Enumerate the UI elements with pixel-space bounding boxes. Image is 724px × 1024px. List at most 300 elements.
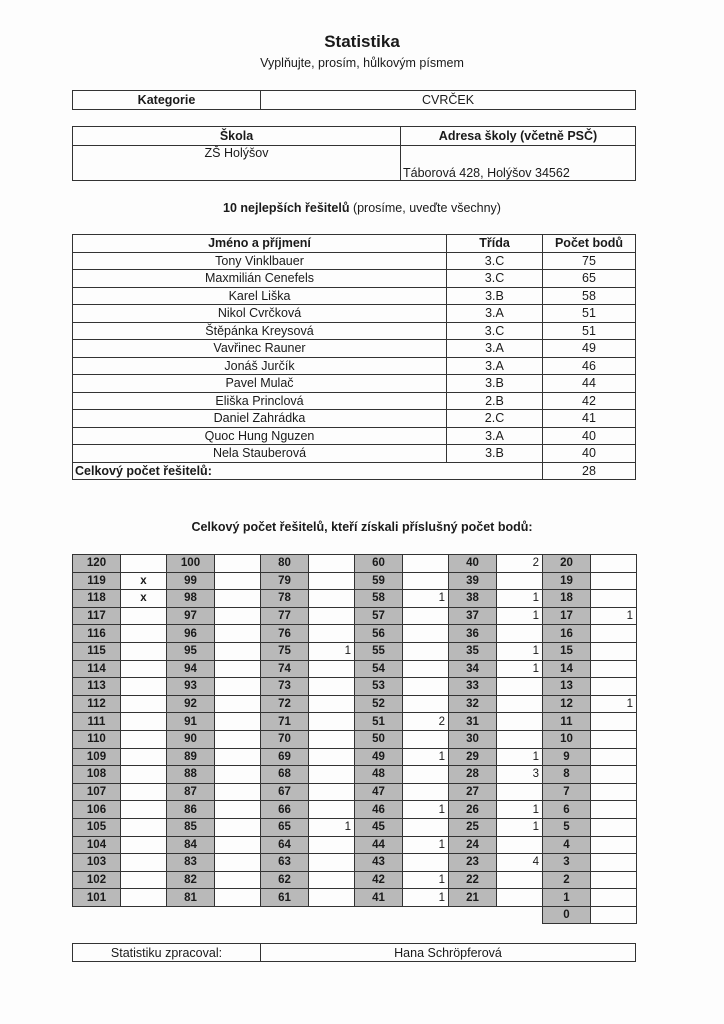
points-cell: 112 bbox=[73, 695, 121, 713]
points-cell: 44 bbox=[355, 836, 403, 854]
count-cell bbox=[497, 572, 543, 590]
points-cell: 48 bbox=[355, 766, 403, 784]
count-cell: 1 bbox=[497, 801, 543, 819]
count-cell bbox=[121, 766, 167, 784]
count-cell: 1 bbox=[497, 607, 543, 625]
solver-class: 3.C bbox=[447, 270, 543, 288]
empty-cell bbox=[261, 906, 309, 924]
points-cell: 70 bbox=[261, 730, 309, 748]
distribution-heading: Celkový počet řešitelů, kteří získali příslušný počet bodů: bbox=[191, 520, 533, 534]
school-address: Táborová 428, Holýšov 34562 bbox=[401, 146, 636, 181]
count-cell bbox=[309, 572, 355, 590]
distribution-row bbox=[73, 642, 637, 660]
count-cell bbox=[403, 695, 449, 713]
count-cell bbox=[215, 590, 261, 608]
count-cell bbox=[215, 766, 261, 784]
count-cell: x bbox=[121, 590, 167, 608]
points-cell: 24 bbox=[449, 836, 497, 854]
points-cell: 68 bbox=[261, 766, 309, 784]
count-cell bbox=[591, 783, 637, 801]
empty-cell bbox=[215, 906, 261, 924]
count-cell bbox=[591, 590, 637, 608]
count-cell bbox=[591, 660, 637, 678]
points-cell: 79 bbox=[261, 572, 309, 590]
count-cell bbox=[309, 730, 355, 748]
distribution-row bbox=[73, 871, 637, 889]
distribution-row-zero bbox=[73, 906, 637, 924]
points-cell: 45 bbox=[355, 818, 403, 836]
points-cell: 34 bbox=[449, 660, 497, 678]
points-cell: 19 bbox=[543, 572, 591, 590]
points-cell: 94 bbox=[167, 660, 215, 678]
points-cell: 38 bbox=[449, 590, 497, 608]
points-cell: 31 bbox=[449, 713, 497, 731]
count-cell bbox=[591, 678, 637, 696]
count-cell bbox=[591, 730, 637, 748]
points-cell: 9 bbox=[543, 748, 591, 766]
count-cell: 1 bbox=[497, 818, 543, 836]
distribution-row bbox=[73, 660, 637, 678]
count-cell: 3 bbox=[497, 766, 543, 784]
count-cell: 1 bbox=[403, 871, 449, 889]
count-cell bbox=[309, 783, 355, 801]
count-cell: 1 bbox=[403, 748, 449, 766]
processed-by-label: Statistiku zpracoval: bbox=[73, 944, 261, 962]
distribution-row bbox=[73, 818, 637, 836]
count-cell bbox=[403, 555, 449, 573]
distribution-row bbox=[73, 590, 637, 608]
count-cell bbox=[121, 660, 167, 678]
count-cell bbox=[309, 713, 355, 731]
points-cell: 120 bbox=[73, 555, 121, 573]
school-label: Škola bbox=[73, 127, 401, 146]
count-cell bbox=[403, 642, 449, 660]
count-cell: 2 bbox=[497, 555, 543, 573]
points-cell: 102 bbox=[73, 871, 121, 889]
points-cell: 71 bbox=[261, 713, 309, 731]
count-cell bbox=[591, 748, 637, 766]
solver-points: 58 bbox=[543, 287, 636, 305]
total-solvers-value: 28 bbox=[543, 462, 636, 480]
count-cell bbox=[403, 730, 449, 748]
count-cell bbox=[497, 836, 543, 854]
empty-cell bbox=[73, 906, 121, 924]
points-cell: 22 bbox=[449, 871, 497, 889]
solver-row bbox=[73, 445, 636, 463]
points-cell: 115 bbox=[73, 642, 121, 660]
distribution-row bbox=[73, 555, 637, 573]
count-cell bbox=[121, 730, 167, 748]
points-cell: 96 bbox=[167, 625, 215, 643]
points-cell: 13 bbox=[543, 678, 591, 696]
count-cell bbox=[403, 678, 449, 696]
count-cell bbox=[497, 625, 543, 643]
count-cell bbox=[215, 889, 261, 907]
solver-row bbox=[73, 287, 636, 305]
count-cell bbox=[497, 730, 543, 748]
points-cell: 80 bbox=[261, 555, 309, 573]
count-cell: 1 bbox=[403, 801, 449, 819]
points-cell: 116 bbox=[73, 625, 121, 643]
points-cell: 35 bbox=[449, 642, 497, 660]
count-cell bbox=[497, 783, 543, 801]
distribution-row bbox=[73, 625, 637, 643]
solver-points: 44 bbox=[543, 375, 636, 393]
count-cell bbox=[215, 801, 261, 819]
points-cell: 43 bbox=[355, 854, 403, 872]
count-cell bbox=[403, 660, 449, 678]
count-cell bbox=[591, 555, 637, 573]
page-subtitle: Vyplňujte, prosím, hůlkovým písmem bbox=[260, 56, 464, 70]
solver-name: Quoc Hung Nguzen bbox=[73, 427, 447, 445]
count-cell bbox=[591, 572, 637, 590]
solver-class: 2.B bbox=[447, 392, 543, 410]
count-cell: 1 bbox=[497, 748, 543, 766]
solver-class: 3.A bbox=[447, 427, 543, 445]
points-cell: 37 bbox=[449, 607, 497, 625]
solver-points: 46 bbox=[543, 357, 636, 375]
points-cell: 98 bbox=[167, 590, 215, 608]
empty-cell bbox=[121, 906, 167, 924]
points-cell: 2 bbox=[543, 871, 591, 889]
points-cell: 84 bbox=[167, 836, 215, 854]
points-cell: 28 bbox=[449, 766, 497, 784]
points-cell: 114 bbox=[73, 660, 121, 678]
col-points-header: Počet bodů bbox=[543, 235, 636, 253]
count-cell: 1 bbox=[591, 607, 637, 625]
count-cell bbox=[121, 713, 167, 731]
category-table bbox=[72, 90, 636, 110]
points-cell: 59 bbox=[355, 572, 403, 590]
count-cell: 1 bbox=[497, 660, 543, 678]
solver-name: Tony Vinklbauer bbox=[73, 252, 447, 270]
count-cell bbox=[215, 854, 261, 872]
page-title: Statistika bbox=[324, 32, 400, 51]
count-cell bbox=[591, 871, 637, 889]
solver-name: Eliška Princlová bbox=[73, 392, 447, 410]
distribution-row bbox=[73, 783, 637, 801]
count-cell bbox=[121, 818, 167, 836]
best-solvers-table bbox=[72, 234, 636, 480]
points-cell: 105 bbox=[73, 818, 121, 836]
solver-points: 41 bbox=[543, 410, 636, 428]
school-table bbox=[72, 126, 636, 181]
solver-row bbox=[73, 252, 636, 270]
count-cell bbox=[309, 607, 355, 625]
points-cell: 73 bbox=[261, 678, 309, 696]
points-cell: 54 bbox=[355, 660, 403, 678]
points-cell: 69 bbox=[261, 748, 309, 766]
points-cell: 55 bbox=[355, 642, 403, 660]
count-cell bbox=[309, 678, 355, 696]
count-cell bbox=[309, 748, 355, 766]
points-cell: 85 bbox=[167, 818, 215, 836]
points-cell: 0 bbox=[543, 906, 591, 924]
solver-points: 51 bbox=[543, 305, 636, 323]
count-cell bbox=[309, 695, 355, 713]
points-cell: 91 bbox=[167, 713, 215, 731]
count-cell bbox=[215, 730, 261, 748]
points-cell: 97 bbox=[167, 607, 215, 625]
solver-class: 3.A bbox=[447, 305, 543, 323]
points-cell: 106 bbox=[73, 801, 121, 819]
count-cell bbox=[497, 871, 543, 889]
solver-points: 40 bbox=[543, 445, 636, 463]
count-cell bbox=[215, 695, 261, 713]
points-cell: 15 bbox=[543, 642, 591, 660]
points-cell: 61 bbox=[261, 889, 309, 907]
points-cell: 109 bbox=[73, 748, 121, 766]
count-cell bbox=[121, 748, 167, 766]
total-solvers-label: Celkový počet řešitelů: bbox=[73, 462, 543, 480]
count-cell bbox=[121, 889, 167, 907]
points-cell: 41 bbox=[355, 889, 403, 907]
points-cell: 33 bbox=[449, 678, 497, 696]
points-cell: 88 bbox=[167, 766, 215, 784]
count-cell bbox=[309, 871, 355, 889]
count-cell bbox=[403, 854, 449, 872]
points-cell: 82 bbox=[167, 871, 215, 889]
col-class-header: Třída bbox=[447, 235, 543, 253]
solver-row bbox=[73, 305, 636, 323]
count-cell bbox=[591, 625, 637, 643]
solver-points: 42 bbox=[543, 392, 636, 410]
distribution-row bbox=[73, 889, 637, 907]
school-name: ZŠ Holýšov bbox=[73, 146, 401, 181]
points-cell: 56 bbox=[355, 625, 403, 643]
points-cell: 90 bbox=[167, 730, 215, 748]
points-cell: 6 bbox=[543, 801, 591, 819]
count-cell: 1 bbox=[309, 642, 355, 660]
points-cell: 32 bbox=[449, 695, 497, 713]
count-cell: 1 bbox=[403, 590, 449, 608]
solver-name: Pavel Mulač bbox=[73, 375, 447, 393]
distribution-row bbox=[73, 766, 637, 784]
points-cell: 25 bbox=[449, 818, 497, 836]
best-solvers-heading-note: (prosíme, uveďte všechny) bbox=[349, 201, 501, 215]
points-cell: 23 bbox=[449, 854, 497, 872]
count-cell bbox=[591, 713, 637, 731]
solver-row bbox=[73, 322, 636, 340]
points-cell: 3 bbox=[543, 854, 591, 872]
solver-name: Maxmilián Cenefels bbox=[73, 270, 447, 288]
points-cell: 95 bbox=[167, 642, 215, 660]
count-cell bbox=[215, 555, 261, 573]
count-cell: 4 bbox=[497, 854, 543, 872]
count-cell bbox=[121, 642, 167, 660]
points-cell: 39 bbox=[449, 572, 497, 590]
points-cell: 50 bbox=[355, 730, 403, 748]
count-cell bbox=[121, 783, 167, 801]
count-cell bbox=[591, 801, 637, 819]
count-cell bbox=[215, 818, 261, 836]
distribution-row bbox=[73, 695, 637, 713]
solver-class: 3.A bbox=[447, 357, 543, 375]
distribution-row bbox=[73, 748, 637, 766]
points-cell: 21 bbox=[449, 889, 497, 907]
solver-name: Nikol Cvrčková bbox=[73, 305, 447, 323]
points-cell: 100 bbox=[167, 555, 215, 573]
points-cell: 119 bbox=[73, 572, 121, 590]
solver-row bbox=[73, 392, 636, 410]
distribution-row bbox=[73, 836, 637, 854]
points-cell: 72 bbox=[261, 695, 309, 713]
points-cell: 40 bbox=[449, 555, 497, 573]
count-cell bbox=[121, 625, 167, 643]
points-cell: 66 bbox=[261, 801, 309, 819]
count-cell bbox=[309, 590, 355, 608]
points-cell: 63 bbox=[261, 854, 309, 872]
count-cell bbox=[591, 906, 637, 924]
points-cell: 36 bbox=[449, 625, 497, 643]
solver-name: Jonáš Jurčík bbox=[73, 357, 447, 375]
points-cell: 5 bbox=[543, 818, 591, 836]
points-cell: 16 bbox=[543, 625, 591, 643]
points-cell: 86 bbox=[167, 801, 215, 819]
count-cell bbox=[403, 818, 449, 836]
points-cell: 12 bbox=[543, 695, 591, 713]
points-cell: 30 bbox=[449, 730, 497, 748]
count-cell bbox=[309, 889, 355, 907]
points-cell: 14 bbox=[543, 660, 591, 678]
count-cell bbox=[309, 766, 355, 784]
count-cell bbox=[121, 854, 167, 872]
points-cell: 118 bbox=[73, 590, 121, 608]
col-name-header: Jméno a příjmení bbox=[73, 235, 447, 253]
points-cell: 78 bbox=[261, 590, 309, 608]
solver-row bbox=[73, 357, 636, 375]
count-cell: 2 bbox=[403, 713, 449, 731]
count-cell bbox=[591, 854, 637, 872]
count-cell bbox=[497, 678, 543, 696]
points-cell: 26 bbox=[449, 801, 497, 819]
count-cell bbox=[215, 607, 261, 625]
points-cell: 74 bbox=[261, 660, 309, 678]
points-cell: 93 bbox=[167, 678, 215, 696]
count-cell bbox=[497, 889, 543, 907]
solver-class: 3.C bbox=[447, 252, 543, 270]
points-cell: 103 bbox=[73, 854, 121, 872]
count-cell bbox=[309, 836, 355, 854]
solver-name: Štěpánka Kreysová bbox=[73, 322, 447, 340]
count-cell bbox=[121, 695, 167, 713]
solver-points: 49 bbox=[543, 340, 636, 358]
points-cell: 58 bbox=[355, 590, 403, 608]
points-cell: 10 bbox=[543, 730, 591, 748]
count-cell: 1 bbox=[497, 642, 543, 660]
count-cell bbox=[497, 713, 543, 731]
solver-class: 3.C bbox=[447, 322, 543, 340]
count-cell bbox=[215, 642, 261, 660]
points-cell: 75 bbox=[261, 642, 309, 660]
points-cell: 107 bbox=[73, 783, 121, 801]
count-cell bbox=[403, 607, 449, 625]
points-cell: 53 bbox=[355, 678, 403, 696]
points-cell: 64 bbox=[261, 836, 309, 854]
count-cell bbox=[309, 555, 355, 573]
count-cell bbox=[403, 572, 449, 590]
solver-points: 51 bbox=[543, 322, 636, 340]
solver-points: 75 bbox=[543, 252, 636, 270]
solver-row bbox=[73, 410, 636, 428]
count-cell bbox=[215, 678, 261, 696]
school-address-label: Adresa školy (včetně PSČ) bbox=[401, 127, 636, 146]
count-cell bbox=[121, 801, 167, 819]
count-cell bbox=[309, 660, 355, 678]
solver-name: Karel Liška bbox=[73, 287, 447, 305]
count-cell: 1 bbox=[403, 836, 449, 854]
empty-cell bbox=[403, 906, 449, 924]
solver-row bbox=[73, 340, 636, 358]
points-cell: 17 bbox=[543, 607, 591, 625]
count-cell bbox=[215, 783, 261, 801]
distribution-row bbox=[73, 713, 637, 731]
solver-name: Nela Stauberová bbox=[73, 445, 447, 463]
points-cell: 29 bbox=[449, 748, 497, 766]
points-cell: 47 bbox=[355, 783, 403, 801]
count-cell bbox=[215, 625, 261, 643]
points-cell: 104 bbox=[73, 836, 121, 854]
solver-class: 3.A bbox=[447, 340, 543, 358]
count-cell: x bbox=[121, 572, 167, 590]
count-cell bbox=[215, 871, 261, 889]
count-cell bbox=[591, 642, 637, 660]
points-cell: 101 bbox=[73, 889, 121, 907]
points-cell: 7 bbox=[543, 783, 591, 801]
count-cell bbox=[497, 695, 543, 713]
count-cell bbox=[215, 572, 261, 590]
empty-cell bbox=[309, 906, 355, 924]
points-cell: 87 bbox=[167, 783, 215, 801]
empty-cell bbox=[355, 906, 403, 924]
points-cell: 49 bbox=[355, 748, 403, 766]
points-cell: 113 bbox=[73, 678, 121, 696]
solver-class: 2.C bbox=[447, 410, 543, 428]
points-cell: 65 bbox=[261, 818, 309, 836]
count-cell bbox=[309, 801, 355, 819]
solver-points: 65 bbox=[543, 270, 636, 288]
points-cell: 60 bbox=[355, 555, 403, 573]
points-cell: 92 bbox=[167, 695, 215, 713]
solver-class: 3.B bbox=[447, 287, 543, 305]
count-cell bbox=[403, 783, 449, 801]
count-cell bbox=[121, 836, 167, 854]
count-cell bbox=[591, 836, 637, 854]
points-cell: 67 bbox=[261, 783, 309, 801]
points-cell: 99 bbox=[167, 572, 215, 590]
count-cell bbox=[591, 818, 637, 836]
points-cell: 76 bbox=[261, 625, 309, 643]
count-cell: 1 bbox=[497, 590, 543, 608]
points-cell: 51 bbox=[355, 713, 403, 731]
best-solvers-heading bbox=[0, 201, 724, 215]
count-cell bbox=[121, 555, 167, 573]
processed-by-table bbox=[72, 943, 636, 962]
empty-cell bbox=[497, 906, 543, 924]
points-cell: 117 bbox=[73, 607, 121, 625]
solver-row bbox=[73, 427, 636, 445]
points-cell: 1 bbox=[543, 889, 591, 907]
solver-row bbox=[73, 270, 636, 288]
distribution-row bbox=[73, 801, 637, 819]
count-cell bbox=[215, 713, 261, 731]
points-distribution-table bbox=[72, 554, 637, 924]
empty-cell bbox=[167, 906, 215, 924]
points-cell: 52 bbox=[355, 695, 403, 713]
solver-class: 3.B bbox=[447, 375, 543, 393]
points-cell: 77 bbox=[261, 607, 309, 625]
solver-class: 3.B bbox=[447, 445, 543, 463]
